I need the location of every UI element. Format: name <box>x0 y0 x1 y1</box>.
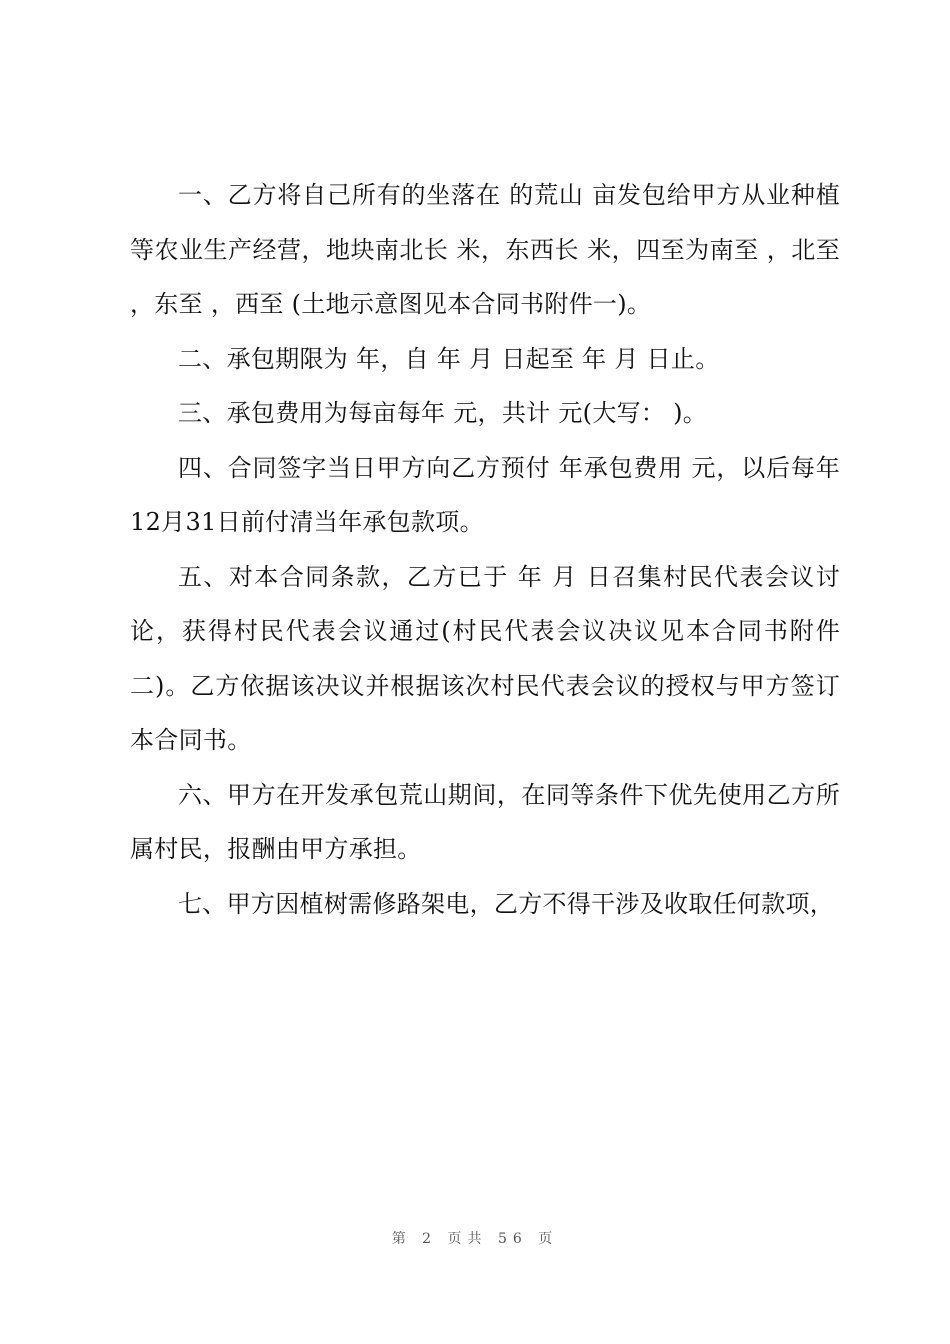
clause-1: 一、乙方将自己所有的坐落在 的荒山 亩发包给甲方从业种植等农业生产经营，地块南北长 米，东西长 米，四至为南至 ，北至 ，东至 ，西至 (土地示意图见本合同书附件一)。 <box>130 181 840 318</box>
contract-body <box>130 168 840 931</box>
clause-7: 七、甲方因植树需修路架电，乙方不得干涉及收取任何款项， <box>178 889 835 918</box>
clause-2: 二、承包期限为 年，自 年 月 日起至 年 月 日止。 <box>178 344 720 373</box>
clause-6: 六、甲方在开发承包荒山期间，在同等条件下优先使用乙方所属村民，报酬由甲方承担。 <box>130 780 840 863</box>
clause-4: 四、合同签字当日甲方向乙方预付 年承包费用 元，以后每年12月31日前付清当年承包款项。 <box>130 453 840 536</box>
clause-3: 三、承包费用为每亩每年 元，共计 元(大写： )。 <box>178 399 708 427</box>
page-number-footer: 第 2 页共 56 页 <box>391 1231 559 1247</box>
clause-5: 五、对本合同条款，乙方已于 年 月 日召集村民代表会议讨论，获得村民代表会议通过(村民代表会议决议见本合同书附件二)。乙方依据该决议并根据该次村民代表会议的授权与甲方签订本合同书。 <box>130 562 840 754</box>
